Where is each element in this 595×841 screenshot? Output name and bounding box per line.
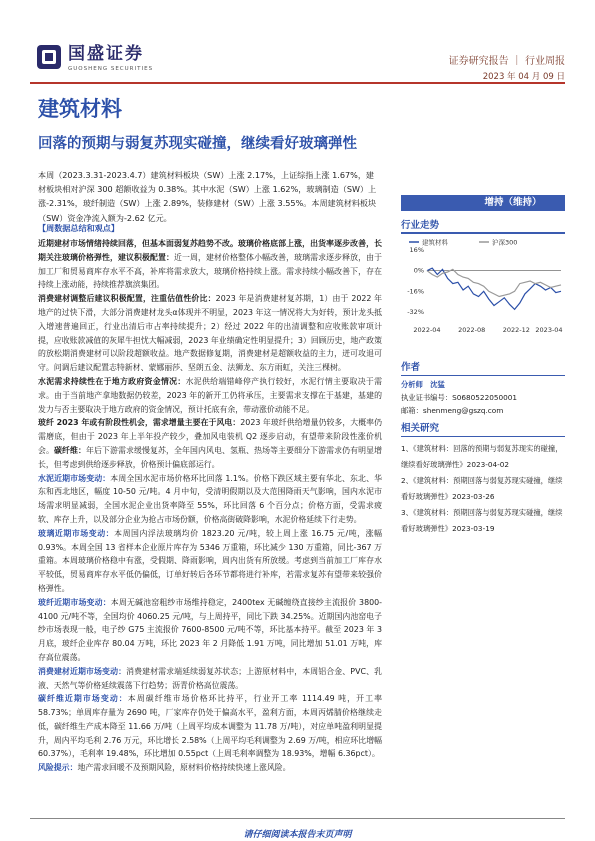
paragraph-cement-outlook (38, 375, 382, 416)
research-item[interactable]: 2、《建筑材料：预期回落与弱复苏现实碰撞，继续看好玻璃弹性》2023-03-26 (401, 476, 563, 501)
paragraph-lead: 近期建材市场情绪持续回落，但基本面弱复苏趋势不改。玻璃价格底部上涨，出货率逐步改善，长期关注玻璃价格弹性，建议积极配置： (38, 239, 382, 262)
paragraph-consumer-market (38, 665, 382, 693)
disclaimer-footer: 请仔细阅读本报告末页声明 (243, 830, 352, 840)
paragraph-text: 2023 年是消费建材复苏期，1）由于 2022 年地产的过快下滑，大部分消费建材龙头α体现并不明显，2023 年这一情况将大为好转，预计龙头抵入增速普遍回正，行业出清后市占率持续提升；2）经过 2022 年的出清调整和应收账款审项计提，应收账款减值的灰犀牛担忧大幅减弱，2023 年业绩确定性明显提升；3）回顾历史，地产政策的放松期消费建材可以阶段超额收益。地产数据修复期，消费建材是超额收益的主力，迸可攻退可守。问调后建议配置志特新材、蒙娜丽莎、坚朗五金、法狮龙、东方雨虹，关注三棵树。 (38, 294, 382, 373)
y-tick-label: -32% (407, 308, 424, 316)
research-title: 相关研究 (401, 423, 440, 434)
trend-divider (401, 232, 565, 234)
x-tick-label: 2022-12 (502, 326, 530, 334)
research-item[interactable]: 3、《建筑材料：预期回落与弱复苏现实碰撞，继续看好玻璃弹性》2023-03-19 (401, 508, 563, 533)
x-tick-label: 2022-04 (413, 326, 441, 334)
headline: 回落的预期与弱复苏现实碰撞，继续看好玻璃弹性 (38, 136, 357, 152)
paragraph-lead: 碳纤维： (54, 445, 87, 455)
paragraph-lead: 消费建材调整后建议积极配置，注重估值性价比： (38, 294, 216, 304)
y-tick-label: 0% (413, 266, 424, 275)
footer-divider (30, 818, 565, 819)
logo-icon (36, 44, 62, 70)
y-tick-label: 16% (409, 246, 424, 254)
paragraph-text: 本周全国水泥市场价格环比回落 1.1%。价格下跌区域主要有华北、东北、华东和西北地区，幅度 10-50 元/吨。4 月中旬，受清明假期以及大范围降雨天气影响，国内水泥市场需求明显减弱，全国水泥企业出货率降至 55%，环比回落 6 个百分点；价格方面，受需求疲软、库存上升，以及部分企业为抢占市场份额，价格高街破降影响，水泥价格延续下行走势。 (38, 473, 382, 524)
series-line (427, 269, 561, 296)
logo-text-en: GUOSHENG SECURITIES (68, 66, 154, 72)
trend-title: 行业走势 (401, 220, 440, 231)
highlights-title: 【周数据总结和观点】 (38, 223, 119, 233)
report-type: 证券研究报告 ｜ 行业周报 (448, 56, 565, 67)
section-label: 碳纤维近期市场变动： (38, 694, 128, 704)
paragraph-risk (38, 761, 382, 775)
sector-title: 建筑材料 (38, 97, 122, 121)
section-label: 消费建材近期市场变动： (38, 666, 127, 676)
paragraph-text: 本周碳纤维市场价格环比持平，行业开工率 1114.49 吨，开工率 58.73%；单周库存量为 2690 吨，厂家库存仍处于偏高水平，盈利方面，本周丙烯腈价格继续走低，碳纤维生产成本降至 11.66 万/吨（上周平均成本调整为 11.78 万/吨），对应单吨盈利明显提升，周内平均毛利 2.76 万元，环比增长 2.58%（上周平均毛利调整为 2.69 万/吨，相应环比增幅 60.37%），毛利率 19.48%，环比增加 0.55pct（上周毛利率调整为 18.93%，增幅 6.36pct）。 (38, 694, 382, 759)
paragraph-text: 本周无碱池窑粗纱市场维持稳定，2400tex 无碱缠绕直接纱主流报价 3800-4100 元/吨不等，全国均价 4060.25 元/吨，与上周持平，同比下跌 34.25%。近期国内池窑电子纱市场表现一般，电子纱 G75 主流报价 7600-8500 元/吨不等，环比基本持平。截至 2023 年 3 月底，玻纤企业库存 80.04 万吨，环比 2023 年 2 月降低 1.91 万吨，同比增加 51.01 万吨，库存高位震荡。 (38, 597, 382, 662)
paragraph-text: 水泥供给端错峰停产执行较好，水泥行情主要取决于需求。由于当前地产拿地数据仍较差，2023 年的新开工仍将承压，主要需求支撑在于基建，基建的发力与否主要取决于地方政府的资金情况，预计托底有余，带动涨价动能不足。 (38, 376, 382, 414)
paragraph-carbon (38, 692, 382, 761)
research-item[interactable]: 1、《建筑材料：回落的预期与弱复苏现实的碰撞，继续看好玻璃弹性》2023-04-02 (401, 444, 563, 469)
paragraph-text: 近一周，建材价格整体小幅改善，玻璃需求逐步释放，由于加工厂和贸易商库存水平不高，补库将需求放大，玻璃价格持续上涨。需求持续小幅改善下，存在持续上涨动能，持续推荐旗滨集团。 (38, 252, 382, 290)
y-tick-label: -16% (407, 287, 424, 296)
report-date: 2023 年 04 月 09 日 (482, 72, 565, 82)
paragraph-text: 2023 年玻纤供给增量仍较多，大概率仍需磨底，但由于 2023 年上半年投产较少，叠加风电装机 Q2 逐步启动，有望带来阶段性涨价机会。 (38, 418, 382, 455)
paragraph-fiber-outlook (38, 416, 382, 471)
paragraph-text: 年后下游需求缓慢复苏，全年国内风电、氢瓶、热场等主要细分下游需求仍有明显增长，但考虑到供给逐步释放，价格预计偏底部运行。 (38, 445, 382, 469)
rating-text: 增持（维持） (484, 197, 542, 208)
analyst-email[interactable]: 邮箱：shenmeng@gszq.com (401, 406, 504, 415)
analyst-divider (401, 375, 565, 376)
report-body (38, 237, 382, 775)
paragraph-lead: 玻纤 2023 年或有阶段性机会，需求增量主要在于风电： (38, 418, 241, 428)
research-list (401, 441, 565, 537)
paragraph-text: 本周国内浮法玻璃均价 1823.20 元/吨，较上周上涨 16.75 元/吨，涨幅 0.93%。本周全国 13 省样本企业原片库存为 5346 万重箱，环比减少 130 万重箱，同比-367 万重箱。本周玻璃价格稳中有涨，受假期、降雨影响，周内出货有所放缓。考虑到当前加工厂库存水平较低，贸易商库存水平低仍偏低，订单好转后各环节都将进行补库，若需求复苏有望带来较强价格弹性。 (38, 528, 382, 593)
paragraph-market (38, 237, 382, 292)
rating-badge (401, 195, 565, 211)
section-label: 玻璃近期市场变动： (38, 528, 115, 538)
paragraph-lead: 水泥需求持续性在于地方政府资金情况： (38, 376, 186, 386)
section-label: 玻纤近期市场变动： (38, 597, 111, 607)
paragraph-cement (38, 472, 382, 527)
section-label: 水泥近期市场变动： (38, 473, 111, 483)
series-line (427, 268, 561, 309)
header-divider (30, 82, 565, 84)
analyst-name: 分析师 沈猛 (401, 380, 445, 389)
paragraph-fiber (38, 596, 382, 665)
legend-label: 建筑材料 (422, 238, 448, 247)
intro-paragraph: 本周（2023.3.31-2023.4.7）建筑材料板块（SW）上涨 2.17%，上证综指上涨 1.67%，建材板块相对沪深 300 超额收益为 0.38%。其中水泥（SW）上涨 1.62%，玻璃制造（SW）上涨-2.31%，玻纤制造（SW）上涨 2.89%，装修建材（SW）上涨 3.55%。本周建筑材料板块（SW）资金净流入额为-2.62 亿元。 (38, 170, 377, 223)
paragraph-text: 消费建材需求端延续弱复苏状态；上游原材料中，本周铝合金、PVC、乳液、天然气等价格延续震荡下行趋势；沥青价格高位震荡。 (38, 666, 382, 690)
analyst-license: 执业证书编号：S0680522050001 (401, 393, 518, 402)
analyst-title: 作者 (401, 362, 421, 373)
logo-text: 国盛证券 (68, 44, 144, 64)
paragraph-text: 地产需求回暖不及预期风险，原材料价格持续快速上涨风险。 (77, 763, 291, 773)
trend-chart (401, 236, 565, 340)
paragraph-glass (38, 527, 382, 596)
paragraph-consumer (38, 292, 382, 375)
legend-label: 沪深300 (492, 238, 518, 247)
section-label: 风险提示： (38, 763, 78, 773)
x-tick-label: 2022-08 (458, 326, 486, 334)
x-tick-label: 2023-04 (535, 326, 563, 334)
research-divider (401, 436, 565, 437)
